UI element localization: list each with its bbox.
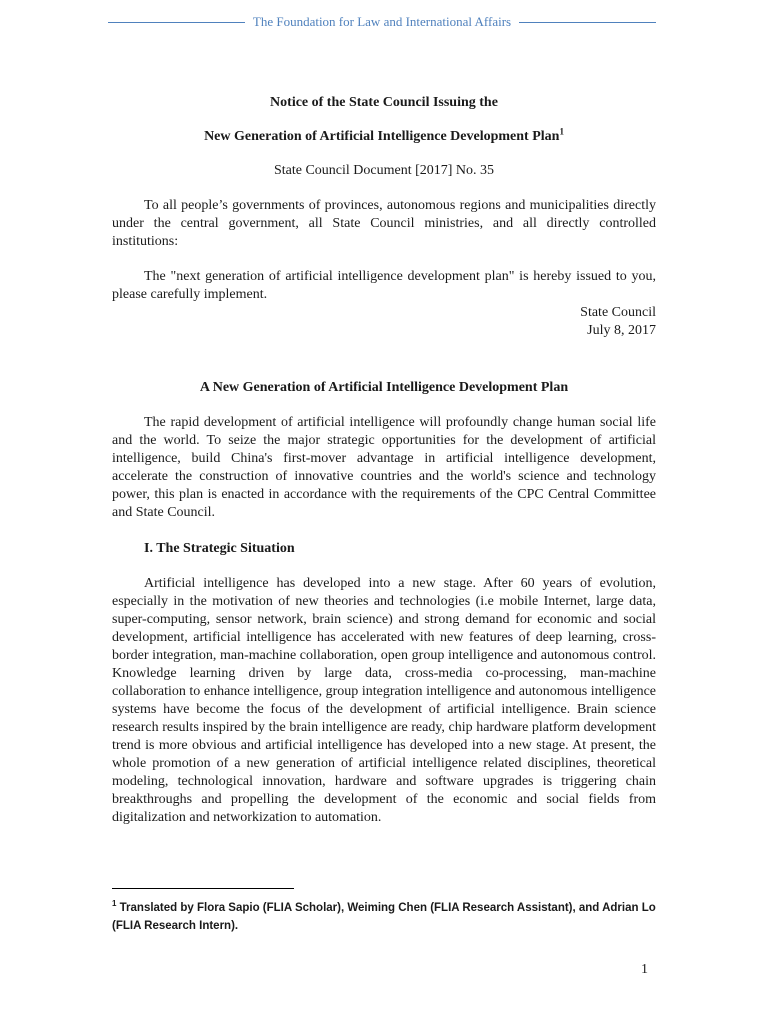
plan-block [112,379,656,827]
running-header [108,12,656,32]
notice-title-line1: Notice of the State Council Issuing the [270,95,498,110]
section-heading: I. The Strategic Situation [144,541,295,556]
addressees-paragraph: To all people’s governments of provinces, autonomous regions and municipalities directly under the central government, all State Council ministries, and all directly controlled institutions: [112,198,656,249]
header-rule-right [519,22,656,23]
notice-title-line2-text: New Generation of Artificial Intelligence Development Plan [204,129,560,144]
notice-date: July 8, 2017 [587,323,656,338]
notice-title-line2 [112,128,656,146]
notice-body-paragraph: The "next generation of artificial intelligence development plan" is hereby issued to you, please carefully implement. [112,269,656,302]
document-number: State Council Document [2017] No. 35 [273,163,495,178]
page-number: 1 [641,962,648,977]
footnote-mark: 1 [112,899,117,909]
plan-intro-paragraph: The rapid development of artificial intelligence will profoundly change human social life and the world. To seize the major strategic opportunities for the development of artificial intelligence, build China's first-mover advantage in artificial intelligence development, accelerate the construction of innovative countries and the world's science and technology power, this plan is enacted in accordance with the requirements of the CPC Central Committee and State Council. [112,415,656,520]
footnote-reference[interactable]: 1 [559,126,564,137]
signer: State Council [580,305,656,320]
notice-block [112,94,656,340]
plan-title: A New Generation of Artificial Intelligence Development Plan [199,380,569,395]
section-body-paragraph: Artificial intelligence has developed into a new stage. After 60 years of evolution, especially in the motivation of new theories and technologies (i.e mobile Internet, large data, super-computing, sensor network, brain science) and strong demand for economic and social development, artificial intelligence has accelerated with new features of deep learning, cross-border integration, man-machine collaboration, open group intelligence and autonomous control. Knowledge learning driven by large data, cross-media co-processing, man-machine collaboration to enhance intelligence, group integration intelligence and autonomous intelligence systems have become the focus of the development of artificial intelligence. Brain science research results inspired by the brain intelligence are ready, chip hardware platform development trend is more obvious and artificial intelligence has developed into a new stage. At present, the whole promotion of a new generation of artificial intelligence related disciplines, theoretical modeling, technological innovation, hardware and software upgrades is triggering chain breakthroughs and propelling the development of the economic and social fields from digitalization and networkization to automation. [112,576,656,825]
footnote-separator [112,888,294,889]
footnote [112,899,656,935]
header-rule-left [108,22,245,23]
header-text: The Foundation for Law and International Affairs [252,14,512,29]
footnote-text: Translated by Flora Sapio (FLIA Scholar), Weiming Chen (FLIA Research Assistant), and Adrian Lo (FLIA Research Intern). [112,902,656,932]
